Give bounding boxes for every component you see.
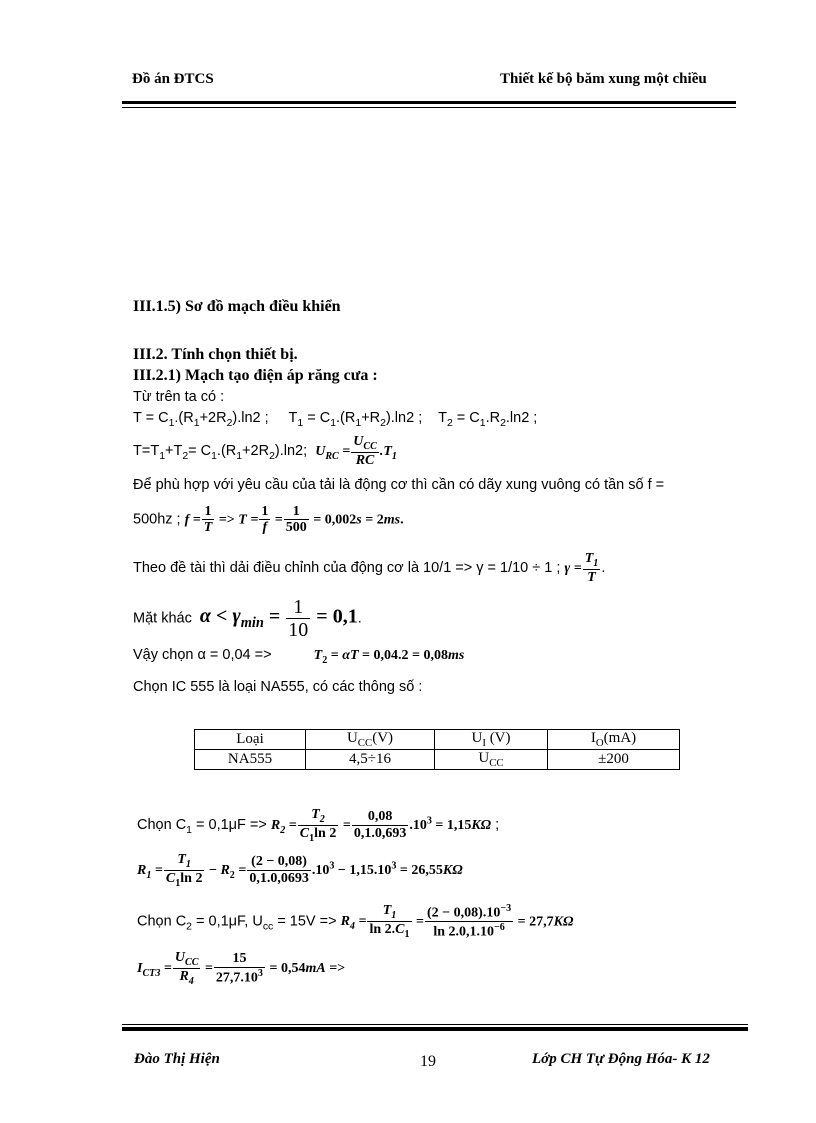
header-left: Đồ án ĐTCS <box>132 71 214 87</box>
formula-r4: Chọn $C_2 = 0,1\mu F$, $U_{cc} = 15V => R_4$ = $\frac{T_1}{\ln 2.C_1}$ = $\frac{(2 - 0,08).10^{-3}}{\ln 2.0,1.10^{-6}}$ = 27,7KΩ <box>137 903 574 940</box>
formula-r1: $R_1$ = $\frac{T_1}{C_1\ln 2}$ − $R_2$ = $\frac{(2 - 0,08)}{0,1.0,0693}$ $.10^3 - 1,15.10^3 = 26,55K\Omega$ <box>137 852 463 889</box>
col-ucc: $U_{CC}(V)$ <box>306 730 435 750</box>
text-range: Theo đề tài thì dải điều chỉnh của động cơ là 10/1 => γ = 1/10 ÷ 1 ; <box>133 559 561 576</box>
formula-total-period: $T=T_1+T_2= C_1.(R_1+2R_2).\ln 2$; $U_{RC}$ = $\frac{U_{CC}}{RC}$ $.T_1$ <box>133 434 397 468</box>
formula-current: $I_{CT3}$ = $\frac{U_{CC}}{R_4}$ = $\frac{15}{27,7.10^3}$ = 0,54mA => <box>137 950 346 987</box>
table-header-row <box>195 730 680 750</box>
col-ui: $U_I$ (V) <box>435 730 548 750</box>
page-number: 19 <box>420 1053 436 1070</box>
footer-rule-thick <box>122 1027 748 1031</box>
header-rule-thin <box>122 107 736 108</box>
heading-sawtooth-circuit: III.2.1) Mạch tạo điện áp răng cưa : <box>133 367 378 384</box>
text-from-above: Từ trên ta có : <box>133 389 225 405</box>
formula-choose-alpha: Vậy chọn $\alpha = 0,04 => T_2 = \alpha T = 0,04.2 = 0,08ms$ <box>133 647 465 666</box>
text-choose-c1: Chọn C <box>137 817 187 834</box>
header-rule-thick <box>122 101 736 104</box>
footer-rule-thin <box>122 1024 748 1025</box>
heading-control-diagram: III.1.5) Sơ đồ mạch điều khiển <box>133 298 341 315</box>
footer-author: Đào Thị Hiện <box>134 1051 220 1067</box>
text-500hz: 500hz ; <box>133 511 181 528</box>
text-choose-c2: Chọn C <box>137 913 187 930</box>
formula-frequency: 500hz ; f = $\frac{1}{T}$ => T = $\frac{1}{f}$ = $\frac{1}{500}$ = 0,002s = 2ms. <box>133 504 404 536</box>
cell-type: NA555 <box>195 750 306 770</box>
col-io: $I_O(mA)$ <box>548 730 680 750</box>
cell-ui: $U_{CC}$ <box>435 750 548 770</box>
formula-r2: Chọn $C_1 = 0,1\mu F => R_2$ = $\frac{T_2}{C_1\ln 2}$ = $\frac{0,08}{0,1.0,693}$ $.10^3 = 1,15K\Omega$ ; <box>137 807 500 844</box>
header-right: Thiết kế bộ băm xung một chiều <box>500 71 707 87</box>
text-other-label: Mặt khác <box>133 610 192 627</box>
text-choose-alpha: Vậy chọn α = 0,04 => <box>133 647 272 663</box>
cell-ucc: 4,5÷16 <box>306 750 435 770</box>
footer-class: Lớp CH Tự Động Hóa- K 12 <box>532 1051 710 1067</box>
table-row <box>195 750 680 770</box>
ic-spec-table <box>194 729 680 770</box>
heading-device-selection: III.2. Tính chọn thiết bị. <box>133 346 298 363</box>
col-type: Loại <box>195 730 306 750</box>
formula-gamma-range: Theo đề tài thì dải điều chỉnh của động cơ là 10/1 => γ = 1/10 ÷ 1 ; γ = $\frac{T_1}{T}$ . <box>133 551 606 585</box>
formula-alpha-bound: Mặt khác $\alpha < \gamma_{min}$ = $\frac{1}{10}$ = 0,1. <box>133 596 362 641</box>
text-ic-selection: Chọn IC 555 là loại NA555, có các thông số : <box>133 679 423 695</box>
text-frequency-requirement: Để phù hợp với yêu cầu của tải là động cơ thì cần có dãy xung vuông có tần số f = <box>133 477 665 493</box>
formula-periods: $T = C_1.(R_1+2R_2).\ln 2$ ; $T_1 = C_1.(R_1+R_2).\ln 2$ ; $T_2 = C_1.R_2.\ln 2$ ; <box>133 410 538 429</box>
cell-io: ±200 <box>548 750 680 770</box>
